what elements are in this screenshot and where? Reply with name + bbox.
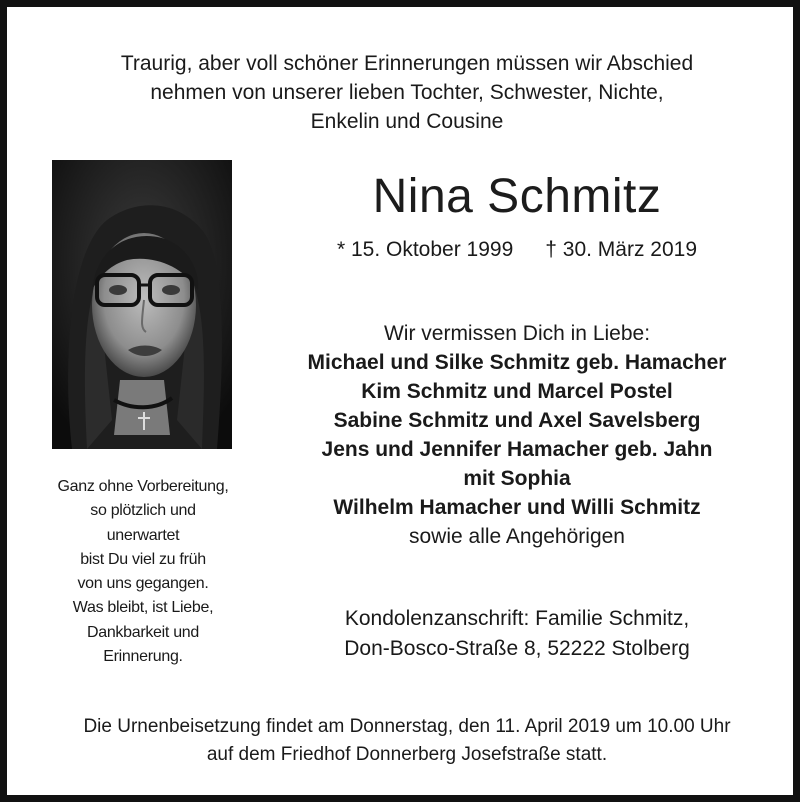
mourner-line: Sabine Schmitz und Axel Savelsberg (333, 409, 701, 432)
mourner-line: Wilhelm Hamacher und Willi Schmitz (333, 496, 701, 519)
poem-line: Ganz ohne Vorbereitung, (57, 478, 229, 495)
mourners-block (262, 319, 772, 551)
poem-line: unerwartet (106, 526, 180, 544)
deceased-name: Nina Schmitz (372, 170, 662, 223)
intro-line: nehmen von unserer lieben Tochter, Schwester, Nichte, (150, 81, 664, 104)
portrait-image (52, 160, 232, 449)
condolence-address (257, 604, 777, 664)
burial-line: Die Urnenbeisetzung findet am Donnerstag, den 11. April 2019 um 10.00 Uhr (83, 716, 731, 737)
mourners-closing: sowie alle Angehörigen (409, 525, 625, 548)
intro-line: Enkelin und Cousine (310, 110, 504, 133)
mourner-line: Jens und Jennifer Hamacher geb. Jahn (321, 438, 713, 461)
burial-line: auf dem Friedhof Donnerberg Josefstraße statt. (206, 744, 608, 765)
poem-line: so plötzlich und (90, 502, 196, 520)
poem-line: Was bleibt, ist Liebe, (72, 599, 214, 617)
intro-line: Traurig, aber voll schöner Erinnerungen müssen wir Abschied (120, 52, 694, 75)
address-line: Kondolenzanschrift: Familie Schmitz, (344, 607, 690, 630)
mourner-line: Kim Schmitz und Marcel Postel (361, 380, 673, 403)
poem-line: von uns gegangen. (77, 575, 209, 593)
mourners-heading: Wir vermissen Dich in Liebe: (383, 322, 651, 345)
birth-date: * 15. Oktober 1999 (336, 238, 514, 261)
burial-notice (27, 713, 787, 769)
poem-line: Dankbarkeit und (86, 623, 200, 641)
address-line: Don-Bosco-Straße 8, 52222 Stolberg (344, 637, 690, 660)
mourner-line: mit Sophia (463, 467, 571, 490)
poem-line: Erinnerung. (103, 648, 183, 666)
mourner-line: Michael und Silke Schmitz geb. Hamacher (307, 351, 727, 374)
portrait-photo (52, 160, 232, 449)
death-date: † 30. März 2019 (545, 238, 698, 261)
life-dates (257, 235, 777, 265)
intro-text (47, 49, 767, 136)
poem (32, 475, 254, 669)
poem-line: bist Du viel zu früh (80, 550, 206, 568)
